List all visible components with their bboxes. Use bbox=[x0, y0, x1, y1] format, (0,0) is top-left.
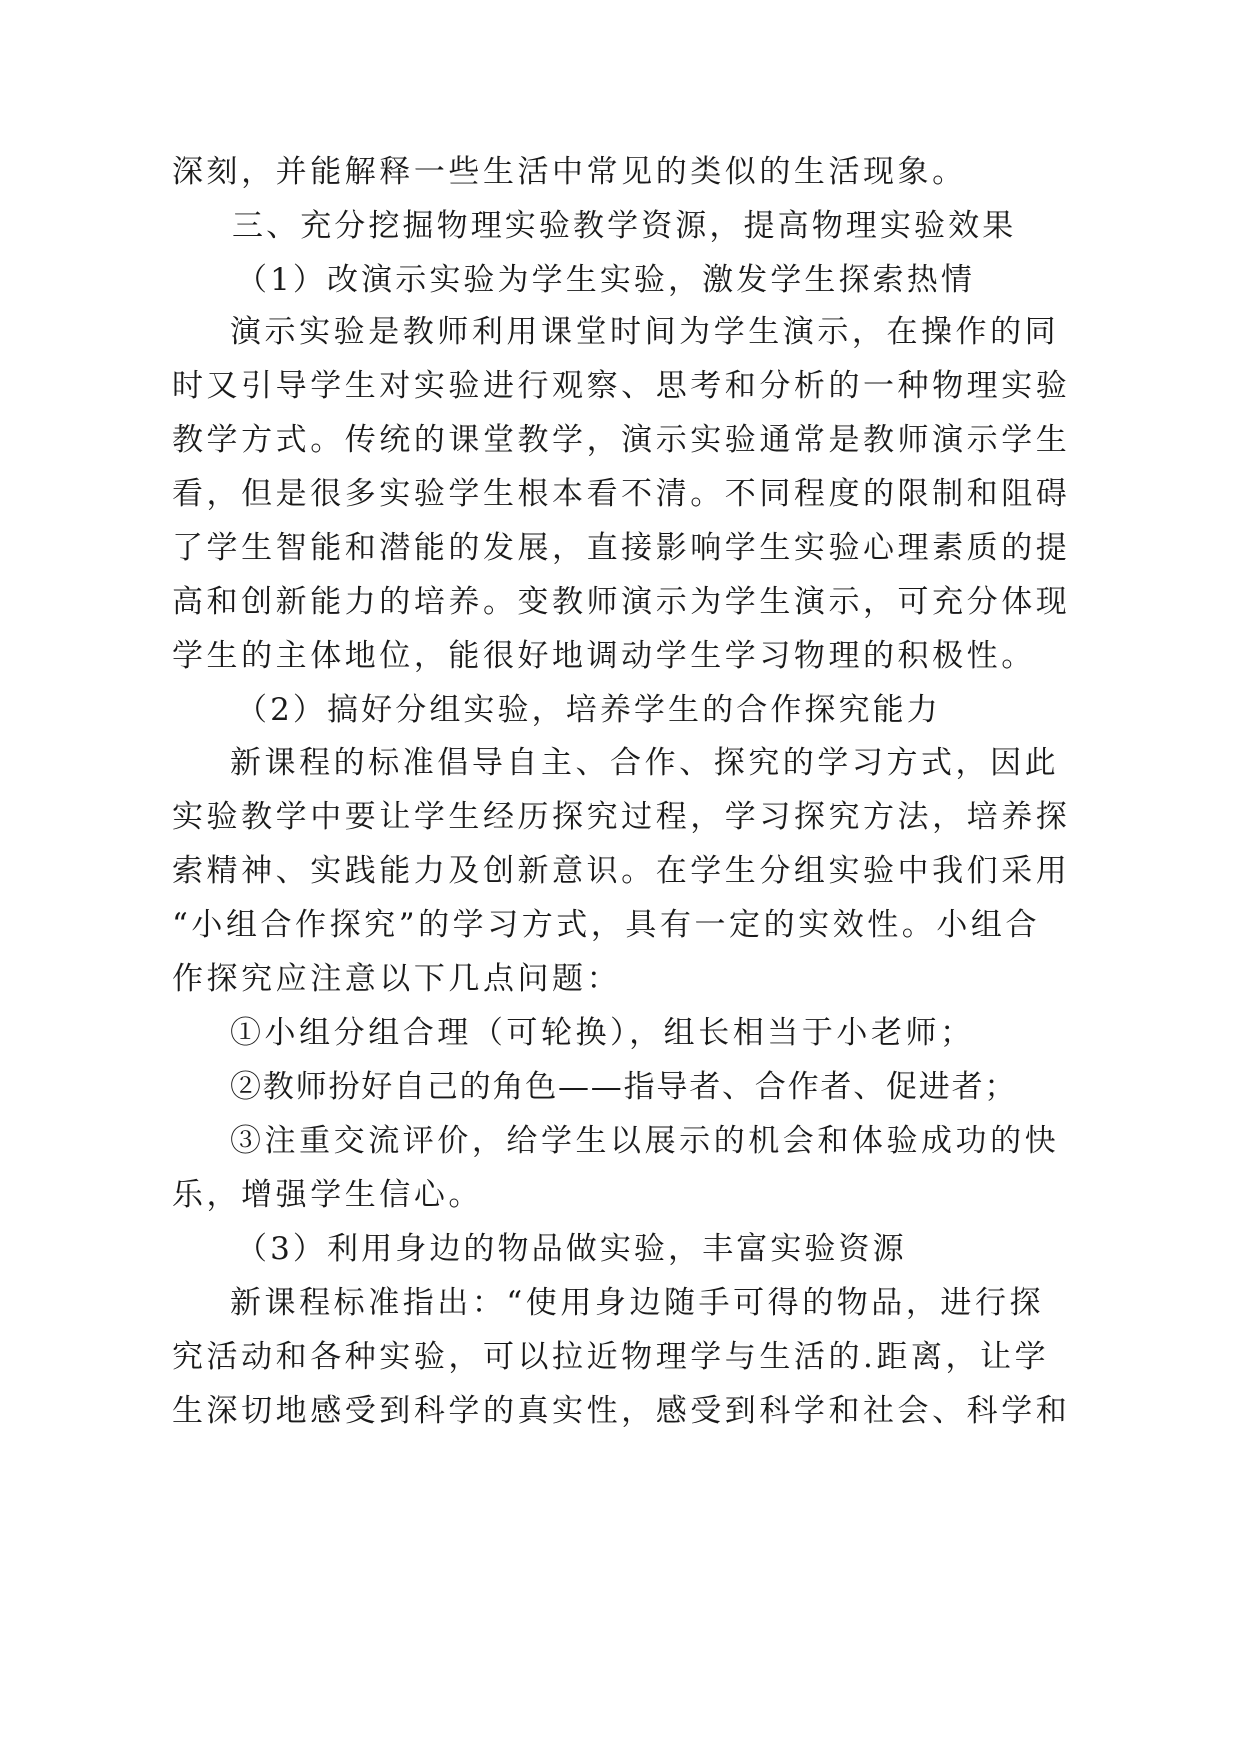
paragraph-line: 学生的主体地位，能很好地调动学生学习物理的积极性。 bbox=[172, 638, 1036, 674]
list-item: ①小组分组合理（可轮换），组长相当于小老师； bbox=[230, 1015, 975, 1051]
paragraph-line: 作探究应注意以下几点问题： bbox=[172, 961, 622, 997]
paragraph-line: “小组合作探究”的学习方式，具有一定的实效性。小组合 bbox=[172, 907, 1040, 943]
paragraph-line: 新课程标准指出：“使用身边随手可得的物品，进行探 bbox=[230, 1285, 1045, 1321]
paragraph-line: 教学方式。传统的课堂教学，演示实验通常是教师演示学生 bbox=[172, 422, 1071, 458]
subsection-heading: （3）利用身边的物品做实验，丰富实验资源 bbox=[236, 1231, 907, 1267]
paragraph-line: 高和创新能力的培养。变教师演示为学生演示，可充分体现 bbox=[172, 584, 1071, 620]
paragraph-line: 时又引导学生对实验进行观察、思考和分析的一种物理实验 bbox=[172, 368, 1071, 404]
paragraph-line: 究活动和各种实验，可以拉近物理学与生活的.距离，让学 bbox=[172, 1339, 1050, 1375]
paragraph-line: 生深切地感受到科学的真实性，感受到科学和社会、科学和 bbox=[172, 1393, 1071, 1429]
paragraph-line: 了学生智能和潜能的发展，直接影响学生实验心理素质的提 bbox=[172, 530, 1071, 566]
subsection-heading: （1）改演示实验为学生实验，激发学生探索热情 bbox=[236, 262, 975, 298]
list-item: ③注重交流评价，给学生以展示的机会和体验成功的快 bbox=[230, 1123, 1060, 1159]
paragraph-line: 索精神、实践能力及创新意识。在学生分组实验中我们采用 bbox=[172, 853, 1071, 889]
paragraph-line: 实验教学中要让学生经历探究过程，学习探究方法，培养探 bbox=[172, 799, 1071, 835]
paragraph-line: 新课程的标准倡导自主、合作、探究的学习方式，因此 bbox=[230, 745, 1060, 781]
paragraph-line: 看，但是很多实验学生根本看不清。不同程度的限制和阻碍 bbox=[172, 476, 1071, 512]
paragraph-line: 深刻，并能解释一些生活中常见的类似的生活现象。 bbox=[172, 154, 967, 190]
paragraph-line: 乐，增强学生信心。 bbox=[172, 1177, 483, 1213]
list-item: ②教师扮好自己的角色——指导者、合作者、促进者； bbox=[230, 1069, 1018, 1105]
paragraph-line: 演示实验是教师利用课堂时间为学生演示，在操作的同 bbox=[230, 314, 1060, 350]
subsection-heading: （2）搞好分组实验，培养学生的合作探究能力 bbox=[236, 692, 941, 728]
section-heading: 三、充分挖掘物理实验教学资源，提高物理实验效果 bbox=[232, 208, 1017, 244]
